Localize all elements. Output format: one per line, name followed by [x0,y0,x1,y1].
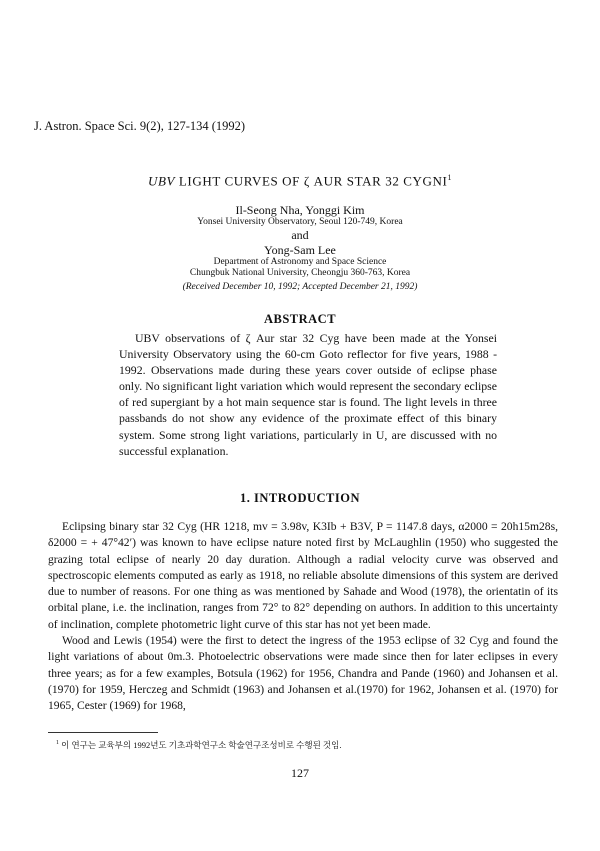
author-and: and [291,228,309,242]
footnote [56,739,341,751]
affiliation-2-line-1: Department of Astronomy and Space Science [213,257,387,267]
title-main: LIGHT CURVES OF ζ AUR STAR 32 CYGNI [175,173,448,189]
footnote-text: 이 연구는 교육부의 1992년도 기초과학연구소 학술연구조성비로 수행된 것임. [61,740,342,750]
author-names-2: Yong-Sam Lee [264,243,336,257]
footnote-rule [48,732,158,733]
received-dates: (Received December 10, 1992; Accepted December 21, 1992) [182,282,418,292]
title-italic-part: UBV [147,173,176,189]
introduction-paragraph-1: Eclipsing binary star 32 Cyg (HR 1218, mv = 3.98v, K3Ib + B3V, P = 1147.8 days, α2000 = 20h15m28s, δ2000 = + 47°42′) was known to have eclipse nature noted first by McLaughlin (1950) who suggested the grazing total eclipse of nearly 20 day duration. Although a radial velocity curve was observed and spectroscopic elements computed as early as 1918, no reliable absolute dimensions of this system are derived due to number of reasons. For one thing as was mentioned by Sahade and Wood (1978), the orientatin of its orbital plane, i.e. the inclination, ranges from 72° to 82° depending on authors. In addition to this uncertainty of inclination, complete photometric light curve of this star has not yet been made. [48,520,558,631]
title-footnote-mark: 1 [447,173,453,182]
journal-reference: J. Astron. Space Sci. 9(2), 127-134 (1992) [34,119,246,133]
affiliation-1: Yonsei University Observatory, Seoul 120-749, Korea [197,217,403,227]
paper-title [0,173,600,189]
abstract-body [119,330,497,459]
abstract-text: UBV observations of ζ Aur star 32 Cyg have been made at the Yonsei University Observatory using the 60-cm Goto reflector for five years, 1988 - 1992. Observations made during these years cover outside of eclipse phase only. No significant light variation which would represent the secondary eclipse of red supergiant by a hot main sequence star is found. The light levels in three passbands do not show any evidence of the proximate effect of this binary system. Some strong light variations, particularly in U, are discussed with no successful explanation. [119,331,497,458]
author-names-1: Il-Seong Nha, Yonggi Kim [235,203,365,217]
author-block [0,203,600,293]
abstract-heading: ABSTRACT [263,312,337,326]
section-heading-introduction: 1. INTRODUCTION [239,491,360,505]
introduction-paragraph-2: Wood and Lewis (1954) were the first to detect the ingress of the 1953 eclipse of 32 Cyg and found the light variations of about 0m.3. Photoelectric observations were made since then for later eclipses in every three years; as for a few examples, Botsula (1962) for 1956, Chandra and Pande (1960) and Johansen et al. (1970) for 1959, Herczeg and Schmidt (1963) and Johansen et al.(1970) for 1962, Johansen et al. (1970) for 1965, Cester (1969) for 1968, [48,634,558,713]
page-number: 127 [291,766,309,780]
affiliation-2-line-2: Chungbuk National University, Cheongju 360-763, Korea [189,268,411,278]
footnote-mark: 1 [56,740,59,747]
introduction-body [48,519,558,715]
